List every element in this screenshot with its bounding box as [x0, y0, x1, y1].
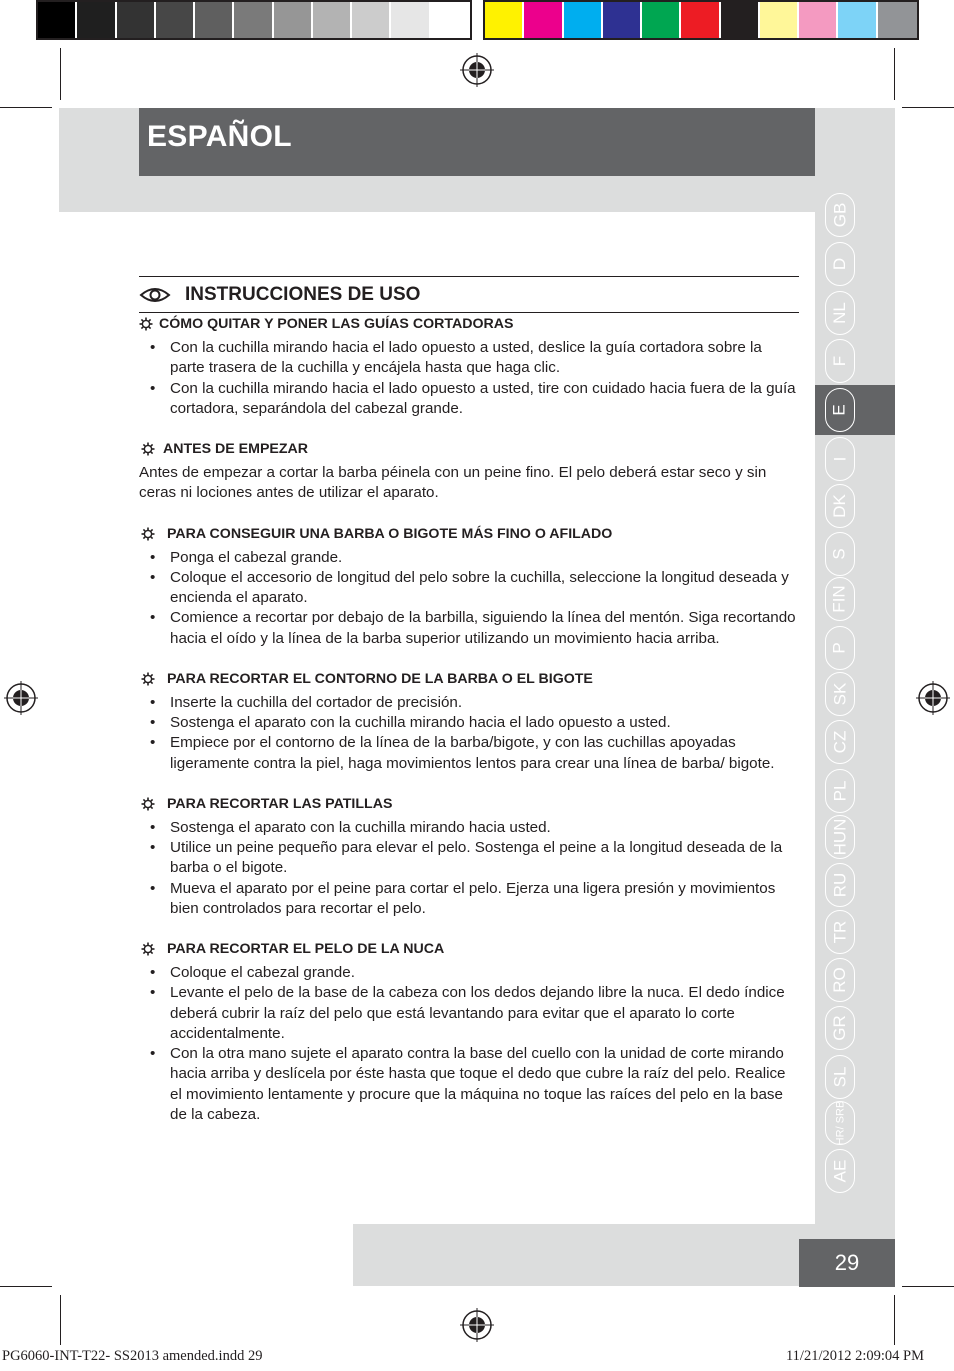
- subsection: [139, 314, 799, 419]
- list-item: • Comience a recortar por debajo de la barbilla, siguiendo la línea del mentón. Siga recortando hacia el oído y la línea de la barba superior utilizando un movimiento hacia arriba.: [139, 608, 799, 648]
- list-item: • Levante el pelo de la base de la cabeza con los dedos dejando libre la nuca. El dedo índice deberá cubrir la raíz del pelo que está levantando para evitar que el aparato lo corte accidentalmente.: [139, 983, 799, 1044]
- language-tab-pl[interactable]: [825, 769, 855, 813]
- list-item: • Mueva el aparato por el peine para cortar el pelo. Ejerza una ligera presión y movimientos bien controlados para recortar el pelo.: [139, 879, 799, 919]
- subsection-heading: [141, 794, 799, 814]
- language-tab-d[interactable]: [825, 242, 855, 286]
- language-tab-hrsrb[interactable]: [825, 1101, 855, 1145]
- section-bottom-rule: [139, 312, 799, 313]
- language-tab-ro[interactable]: [825, 958, 855, 1002]
- list-item: • Con la otra mano sujete el aparato contra la base del cuello con la unidad de corte mirando hacia arriba y deslícela por éste hasta que toque el dedo que cubre la raíz del pelo. Realice el movimiento lentamente y procure que la máquina no toque las raíces del pelo en la base de la cabeza.: [139, 1044, 799, 1125]
- language-tab-label: RU: [830, 872, 849, 898]
- eye-icon: [139, 285, 171, 305]
- section-heading: [139, 284, 420, 306]
- registration-mark-icon: [4, 681, 38, 715]
- registration-mark-icon: [460, 1308, 494, 1342]
- crop-mark: [902, 107, 954, 108]
- page-title: ESPAÑOL: [147, 120, 292, 153]
- language-tab-dk[interactable]: [825, 484, 855, 528]
- crop-mark: [902, 1286, 954, 1287]
- crop-mark: [60, 1295, 61, 1345]
- color-swatch: [431, 2, 470, 38]
- list-item: • Con la cuchilla mirando hacia el lado opuesto a usted, deslice la guía cortadora sobre la parte trasera de la cuchilla y encájela hasta que haga clic.: [139, 338, 799, 378]
- footer-band: [353, 1224, 815, 1286]
- instructions-body: [139, 314, 799, 1125]
- color-swatch: [485, 2, 524, 38]
- language-tab-label: CZ: [829, 730, 849, 754]
- color-swatch: [564, 2, 603, 38]
- color-swatch: [721, 2, 760, 38]
- subsection-title: ANTES DE EMPEZAR: [163, 441, 309, 458]
- language-tab-label: FIN: [829, 585, 849, 613]
- process-color-bar: [483, 0, 919, 40]
- language-tab-ru[interactable]: [825, 863, 855, 907]
- subsection-title: PARA CONSEGUIR UNA BARBA O BIGOTE MÁS FINO O AFILADO: [167, 525, 613, 542]
- bullet-list: [139, 818, 799, 919]
- color-swatch: [234, 2, 273, 38]
- grayscale-color-bar: [36, 0, 472, 40]
- language-tab-fin[interactable]: [825, 577, 855, 621]
- list-item: • Inserte la cuchilla del cortador de precisión.: [139, 693, 799, 713]
- language-tab-label: E: [830, 404, 849, 416]
- list-item: • Ponga el cabezal grande.: [139, 548, 799, 568]
- gear-bullet-icon: [141, 672, 155, 686]
- language-tab-label: GB: [830, 202, 849, 228]
- subsection-heading: [139, 314, 799, 334]
- crop-mark: [60, 48, 61, 100]
- page-number: 29: [799, 1239, 895, 1287]
- list-item: • Coloque el cabezal grande.: [139, 963, 799, 983]
- registration-mark-icon: [460, 53, 494, 87]
- language-tab-nl[interactable]: [825, 291, 855, 335]
- language-tab-gb[interactable]: [825, 193, 855, 237]
- color-swatch: [195, 2, 234, 38]
- color-swatch: [391, 2, 430, 38]
- gear-bullet-icon: [141, 442, 155, 456]
- language-tab-cz[interactable]: [825, 720, 855, 764]
- color-swatch: [642, 2, 681, 38]
- subsection-paragraph: Antes de empezar a cortar la barba péinela con un peine fino. El pelo deberá estar seco y sin ceras ni lociones antes de utilizar el aparato.: [139, 464, 767, 502]
- language-tab-hun[interactable]: [825, 815, 855, 859]
- crop-mark: [0, 107, 52, 108]
- registration-mark-icon: [916, 681, 950, 715]
- language-tab-label: SK: [830, 682, 849, 706]
- crop-mark: [0, 1286, 52, 1287]
- language-tab-label: AE: [830, 1159, 849, 1183]
- subsection-heading: [141, 669, 799, 689]
- subsection-heading: [141, 524, 799, 544]
- language-tab-ae[interactable]: [825, 1149, 855, 1193]
- language-tab-label: D: [830, 257, 849, 271]
- subsection: [139, 669, 799, 774]
- language-tab-p[interactable]: [825, 626, 855, 670]
- language-tab-label: HUN: [830, 818, 849, 856]
- language-tab-label: SL: [829, 1066, 849, 1088]
- language-tab-label: TR: [829, 920, 849, 944]
- color-swatch: [156, 2, 195, 38]
- color-swatch: [77, 2, 116, 38]
- language-tab-label: HR/ SRB: [834, 1100, 846, 1146]
- subsection-heading: [141, 939, 799, 959]
- subsection: [139, 794, 799, 919]
- color-swatch: [38, 2, 77, 38]
- color-swatch: [274, 2, 313, 38]
- color-swatch: [838, 2, 877, 38]
- bullet-list: [139, 548, 799, 649]
- language-tab-label: PL: [829, 780, 849, 802]
- subsection-title: PARA RECORTAR EL PELO DE LA NUCA: [167, 941, 445, 958]
- language-tab-label: F: [829, 355, 849, 367]
- language-tab-e[interactable]: [825, 388, 855, 432]
- subsection-title: PARA RECORTAR LAS PATILLAS: [167, 795, 393, 812]
- section-top-rule: [139, 276, 799, 277]
- color-swatch: [681, 2, 720, 38]
- color-swatch: [603, 2, 642, 38]
- color-swatch: [760, 2, 799, 38]
- subsection: [139, 524, 799, 649]
- subsection-heading: [141, 439, 799, 459]
- gear-bullet-icon: [141, 797, 155, 811]
- language-tab-sl[interactable]: [825, 1055, 855, 1099]
- language-tab-label: S: [830, 548, 849, 560]
- list-item: • Coloque el accesorio de longitud del pelo sobre la cuchilla, seleccione la longitud deseada y encienda el aparato.: [139, 568, 799, 608]
- language-tab-gr[interactable]: [825, 1006, 855, 1050]
- language-tab-label: P: [830, 642, 849, 654]
- list-item: • Con la cuchilla mirando hacia el lado opuesto a usted, tire con cuidado hacia fuera de la guía cortadora, separándola del cabezal grande.: [139, 379, 799, 419]
- section-title: INSTRUCCIONES DE USO: [185, 284, 421, 305]
- language-tab-label: I: [829, 456, 849, 462]
- list-item: • Utilice un peine pequeño para elevar el pelo. Sostenga el peine a la longitud deseada de la barba o el bigote.: [139, 838, 799, 878]
- bullet-list: [139, 338, 799, 419]
- language-tab-label: GR: [830, 1015, 849, 1041]
- language-tab-label: RO: [830, 967, 849, 993]
- color-swatch: [799, 2, 838, 38]
- language-tab-label: DK: [830, 494, 849, 518]
- language-tab-label: NL: [829, 302, 849, 324]
- list-item: • Sostenga el aparato con la cuchilla mirando hacia usted.: [139, 818, 799, 838]
- bullet-list: [139, 693, 799, 774]
- color-swatch: [524, 2, 563, 38]
- color-swatch: [878, 2, 917, 38]
- color-swatch: [313, 2, 352, 38]
- subsection: [139, 939, 799, 1125]
- title-bar: [139, 108, 815, 176]
- language-tab-f[interactable]: [825, 339, 855, 383]
- subsection-title: CÓMO QUITAR Y PONER LAS GUÍAS CORTADORAS: [159, 316, 514, 332]
- language-tab-i[interactable]: [825, 437, 855, 481]
- footer-timestamp: 11/21/2012 2:09:04 PM: [785, 1348, 924, 1364]
- crop-mark: [894, 1295, 895, 1345]
- gear-bullet-icon: [141, 527, 155, 541]
- color-swatch: [352, 2, 391, 38]
- list-item: • Empiece por el contorno de la línea de la barba/bigote, y con las cuchillas apoyadas ligeramente contra la piel, haga movimientos lentos para crear una línea de barba/ bigote.: [139, 733, 799, 773]
- subsection-title: PARA RECORTAR EL CONTORNO DE LA BARBA O EL BIGOTE: [167, 670, 593, 687]
- color-swatch: [117, 2, 156, 38]
- bullet-list: [139, 963, 799, 1125]
- gear-bullet-icon: [139, 317, 153, 331]
- language-tab-sk[interactable]: [825, 672, 855, 716]
- language-tab-s[interactable]: [825, 532, 855, 576]
- subsection: [139, 439, 799, 504]
- crop-mark: [894, 48, 895, 100]
- gear-bullet-icon: [141, 942, 155, 956]
- footer-file-info: PG6060-INT-T22- SS2013 amended.indd 29: [2, 1348, 263, 1364]
- list-item: • Sostenga el aparato con la cuchilla mirando hacia el lado opuesto a usted.: [139, 713, 799, 733]
- language-tab-tr[interactable]: [825, 910, 855, 954]
